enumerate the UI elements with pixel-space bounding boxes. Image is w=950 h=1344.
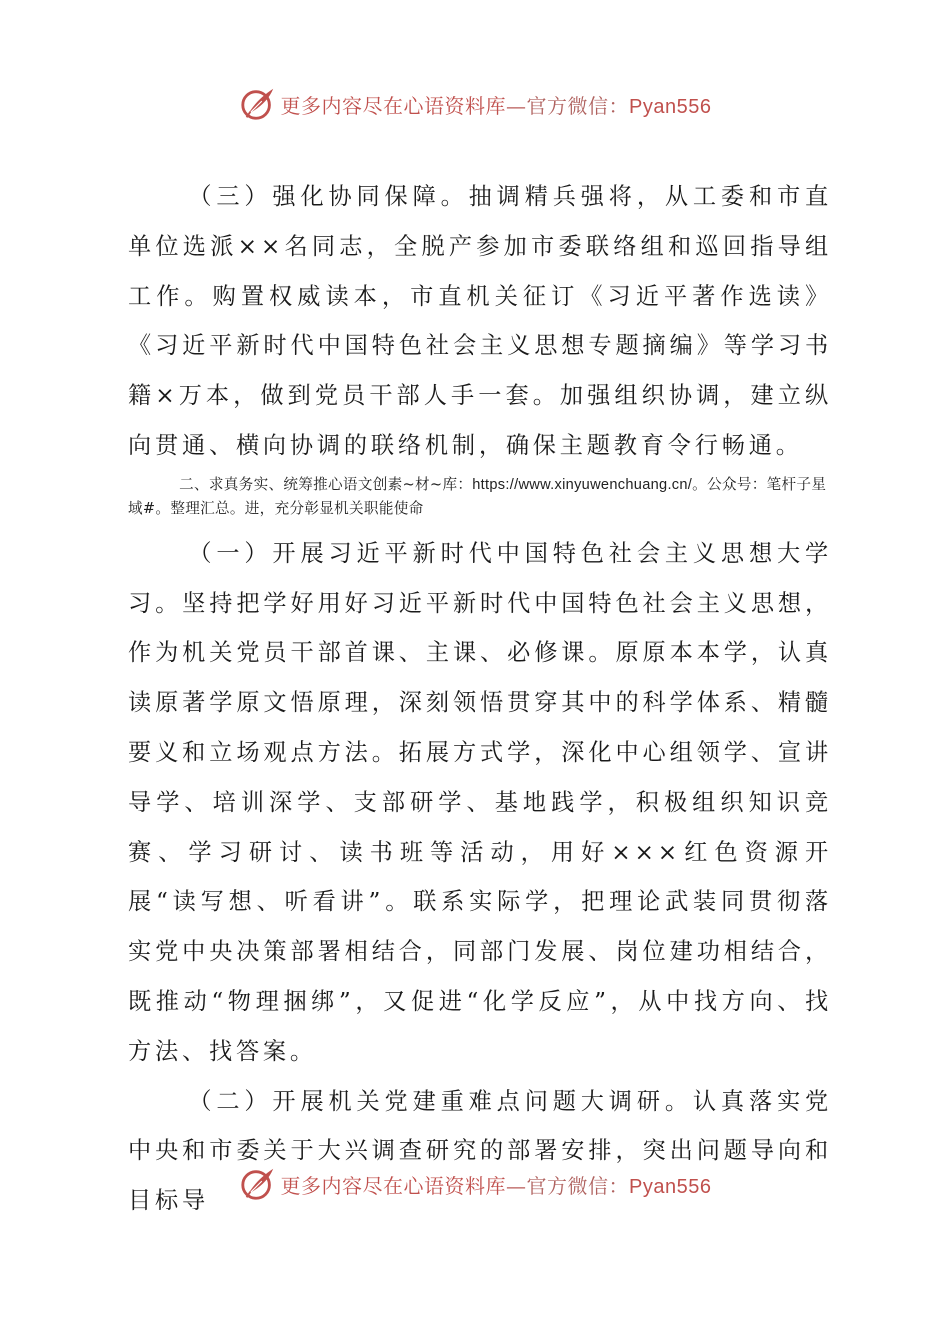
note-prefix: 二、求真务实、统筹推心语文创素~材~库： (179, 475, 473, 493)
banner-wechat-id: Pyan556 (629, 1175, 712, 1198)
quill-pen-logo-icon (239, 85, 277, 123)
note-url-link[interactable]: https://www.xinyuwenchuang.cn/ (472, 476, 693, 493)
banner-main-text: 更多内容尽在心语资料库 (280, 93, 507, 118)
banner-separator: — (506, 1173, 527, 1198)
paragraph-coordination-guarantee: （三）强化协同保障。抽调精兵强将，从工委和市直单位选派××名同志，全脱产参加市委联络组和巡回指导组工作。购置权威读本，市直机关征订《习近平著作选读》《习近平新时代中国特色社会主义思想专题摘编》等学习书籍×万本，做到党员干部人手一套。加强组织协调，建立纵向贯通、横向协调的联络机制，确保主题教育令行畅通。 (128, 183, 833, 459)
banner-wechat-label: 官方微信： (526, 93, 630, 118)
banner-main-text: 更多内容尽在心语资料库 (280, 1173, 507, 1198)
note-suffix: 。公众号：笔杆子星域#。整理汇总。进，充分彰显机关职能使命 (128, 475, 827, 517)
section-heading-note (128, 473, 832, 521)
banner-separator: — (506, 93, 527, 118)
banner-wechat-label: 官方微信： (526, 1173, 630, 1198)
footer-banner (0, 1160, 950, 1208)
quill-pen-logo-icon (239, 1165, 277, 1203)
banner-text (281, 1170, 712, 1199)
header-banner (0, 80, 950, 128)
banner-text (281, 90, 712, 119)
paragraph-great-research: （二）开展机关党建重难点问题大调研。认真落实党中央和市委关于大兴调查研究的部署安排，突出问题导向和目标导 (128, 1087, 832, 1215)
document-body (128, 172, 832, 1226)
banner-wechat-id: Pyan556 (629, 95, 712, 118)
paragraph-great-study: （一）开展习近平新时代中国特色社会主义思想大学习。坚持把学好用好习近平新时代中国特色社会主义思想，作为机关党员干部首课、主课、必修课。原原本本学，认真读原著学原文悟原理，深刻领悟贯穿其中的科学体系、精髓要义和立场观点方法。拓展方式学，深化中心组领学、宣讲导学、培训深学、支部研学、基地践学，积极组织知识竞赛、学习研讨、读书班等活动，用好×××红色资源开展“读写想、听看讲”。联系实际学，把理论武装同贯彻落实党中央决策部署相结合，同部门发展、岗位建功相结合，既推动“物理捆绑”，又促进“化学反应”，从中找方向、找方法、找答案。 (128, 539, 832, 1065)
